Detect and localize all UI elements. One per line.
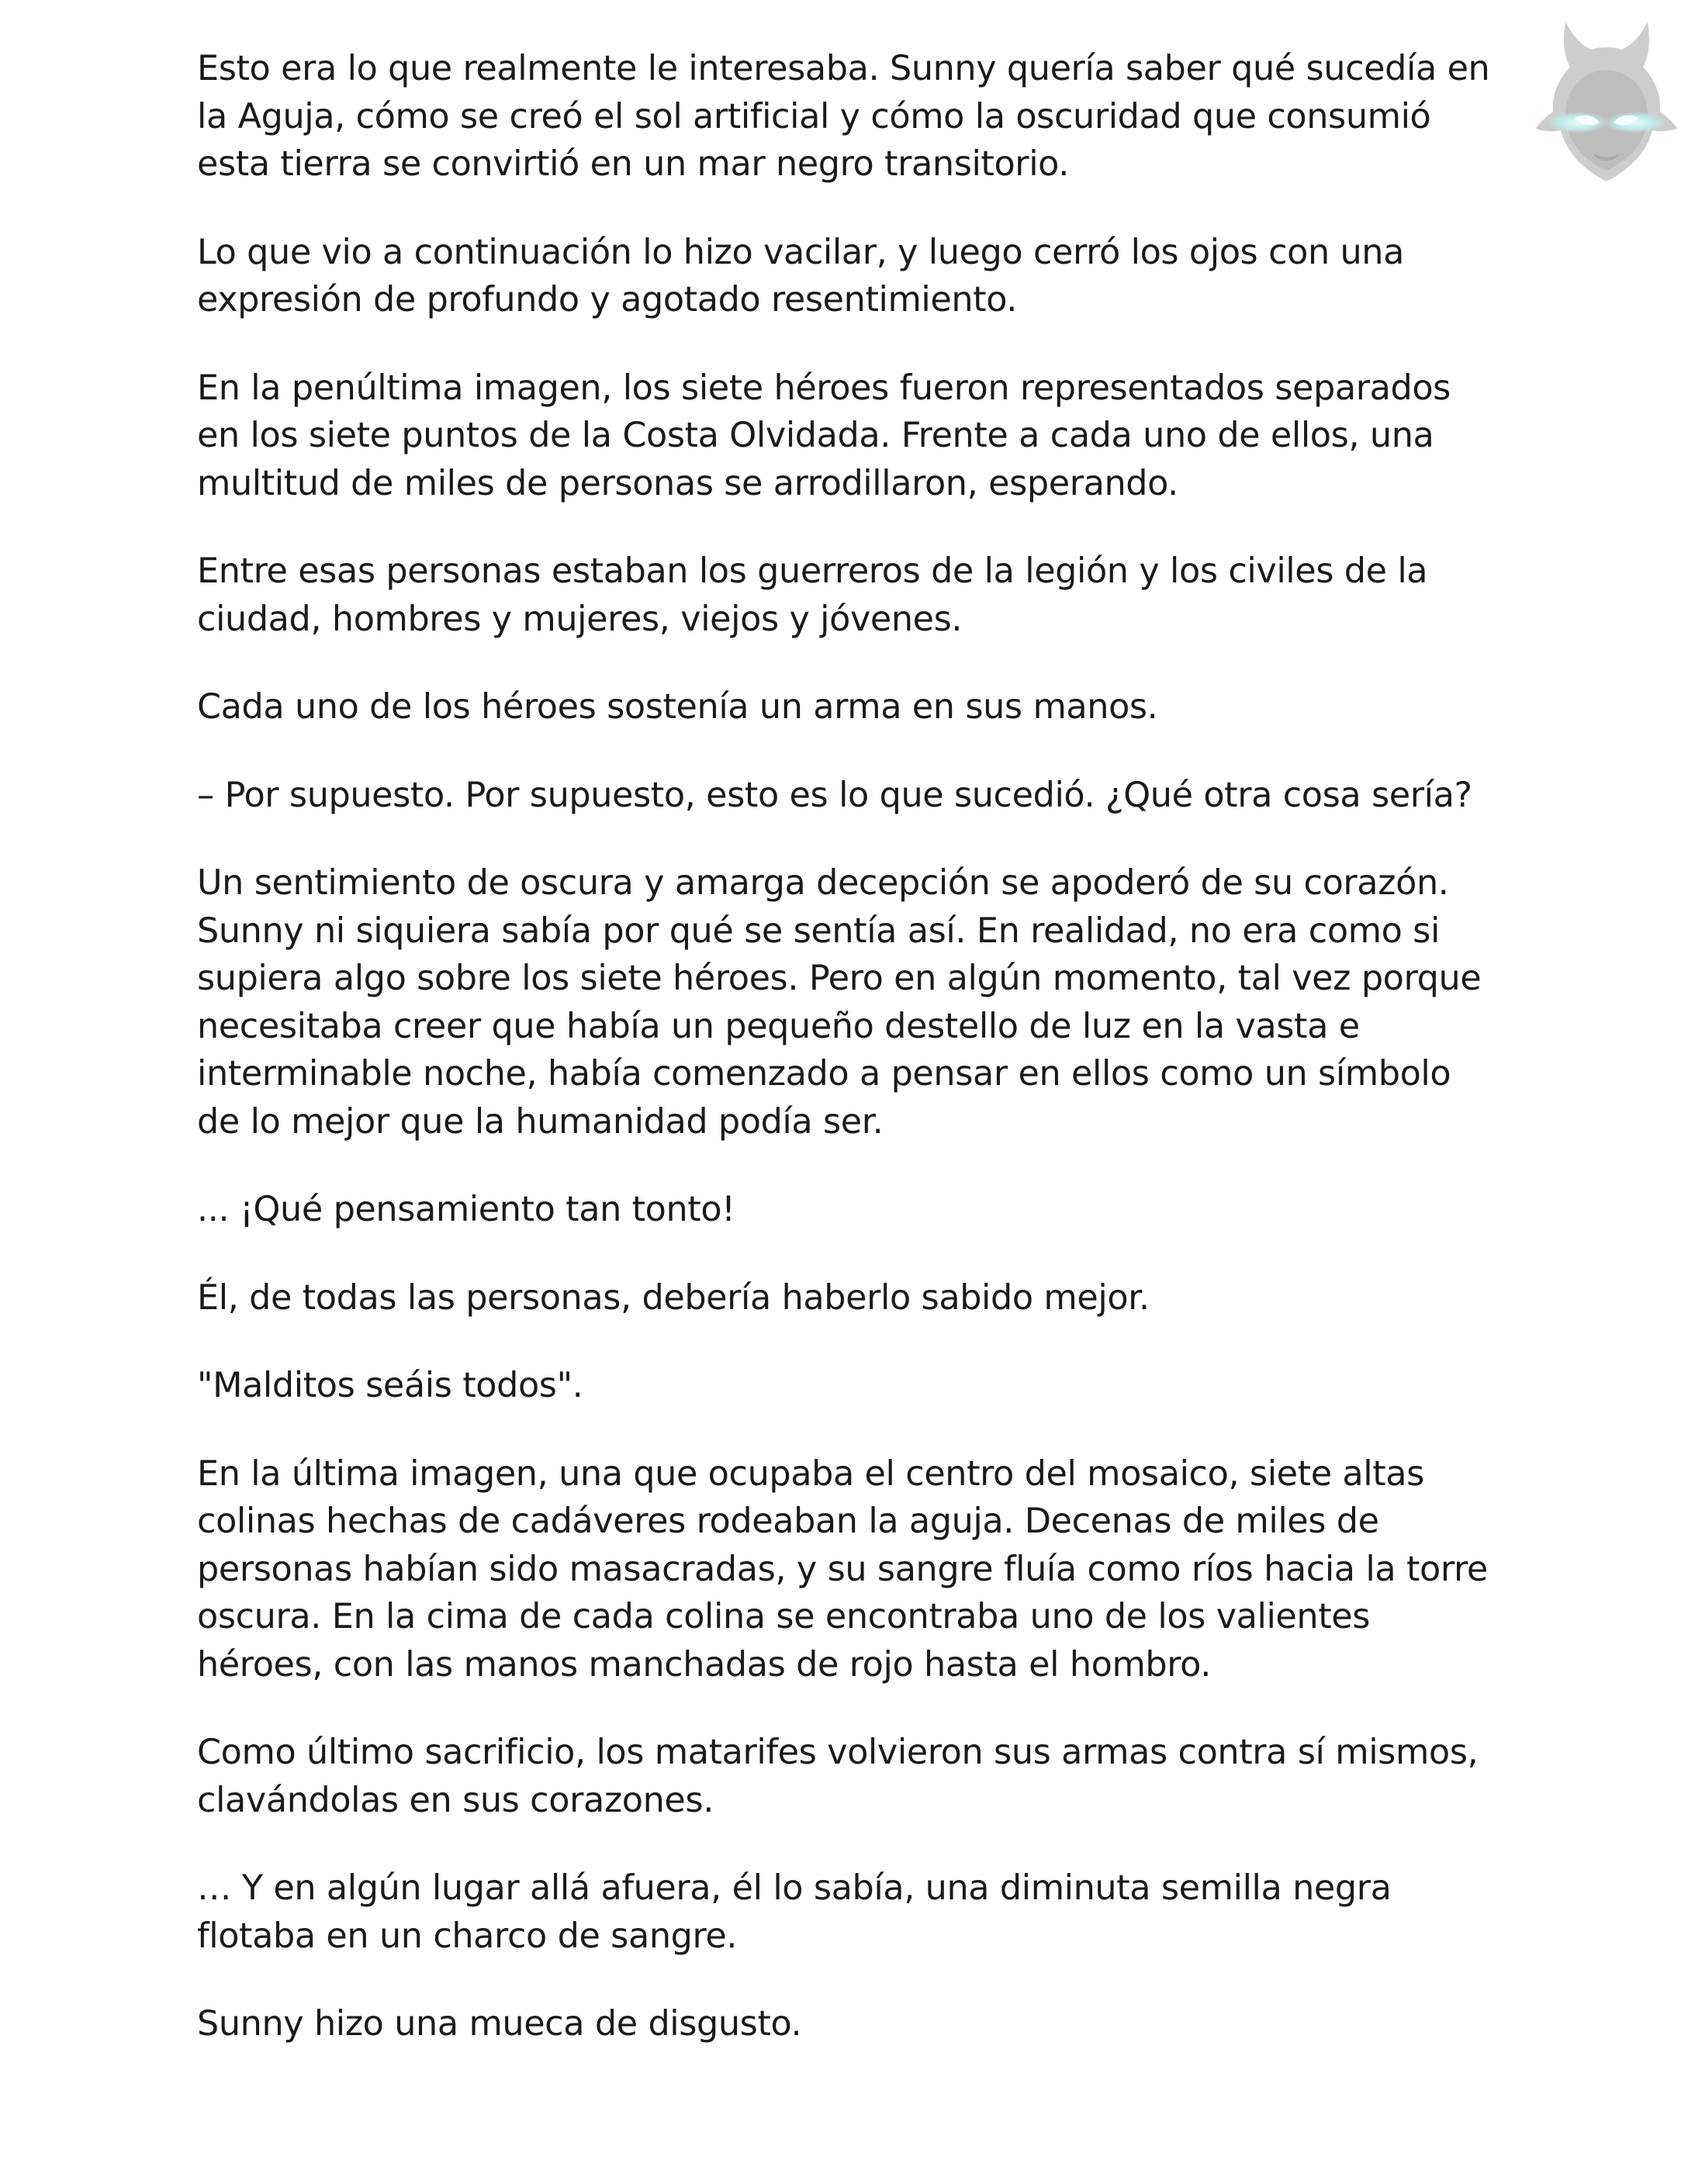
paragraph-6: – Por supuesto. Por supuesto, esto es lo que sucedió. ¿Qué otra cosa sería?	[197, 775, 1472, 815]
paragraph-11: En la última imagen, una que ocupaba el centro del mosaico, siete altas colinas hechas de cadáveres rodeaban la aguja. Decenas de miles de personas habían sido masacradas, y su sangre fluía como ríos hacia la torre oscura. En la cima de cada colina se encontraba uno de los valientes héroes, con las manos manchadas de rojo hasta el hombro.	[197, 1453, 1488, 1685]
paragraph-8: ... ¡Qué pensamiento tan tonto!	[197, 1190, 735, 1229]
paragraph-12: Como último sacrificio, los matarifes volvieron sus armas contra sí mismos, clavándolas en sus corazones.	[197, 1733, 1479, 1820]
demon-head-watermark-icon	[1534, 16, 1679, 186]
paragraph-4: Entre esas personas estaban los guerreros de la legión y los civiles de la ciudad, hombres y mujeres, viejos y jóvenes.	[197, 551, 1428, 639]
paragraph-9: Él, de todas las personas, debería haberlo sabido mejor.	[197, 1277, 1150, 1318]
paragraph-1: Esto era lo que realmente le interesaba. Sunny quería saber qué sucedía en la Aguja, cómo se creó el sol artificial y cómo la oscuridad que consumió esta tierra se convirtió en un mar negro transitorio.	[197, 49, 1490, 184]
paragraph-10: "Malditos seáis todos".	[197, 1366, 583, 1405]
paragraph-2: Lo que vio a continuación lo hizo vacilar, y luego cerró los ojos con una expresión de profundo y agotado resentimiento.	[197, 232, 1404, 320]
paragraph-5: Cada uno de los héroes sostenía un arma en sus manos.	[197, 687, 1158, 727]
paragraph-7: Un sentimiento de oscura y amarga decepción se apoderó de su corazón. Sunny ni siquiera sabía por qué se sentía así. En realidad, no era como si supiera algo sobre los siete héroes. Pero en algún momento, tal vez porque necesitaba creer que había un pequeño destello de luz en la vasta e interminable noche, había comenzado a pensar en ellos como un símbolo de lo mejor que la humanidad podía ser.	[197, 863, 1482, 1142]
paragraph-14: Sunny hizo una mueca de disgusto.	[197, 2004, 802, 2044]
paragraph-13: … Y en algún lugar allá afuera, él lo sabía, una diminuta semilla negra flotaba en un charco de sangre.	[197, 1868, 1392, 1956]
chapter-text	[197, 45, 1500, 2089]
paragraph-3: En la penúltima imagen, los siete héroes fueron representados separados en los siete puntos de la Costa Olvidada. Frente a cada uno de ellos, una multitud de miles de personas se arrodillaron, esperando.	[197, 368, 1451, 503]
